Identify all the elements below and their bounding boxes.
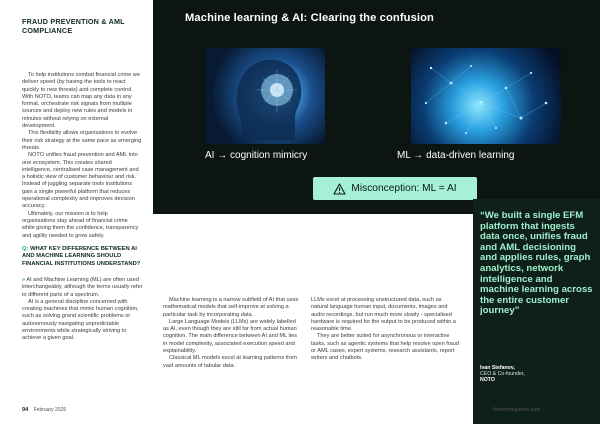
warning-icon [333,183,346,195]
site-url: fintechmagazine.com [493,407,541,413]
question-heading [22,246,142,268]
paragraph: Large Language Models (LLMs) are widely labelled as AI, even though they are still far from actual human cognition. The main difference between AI and ML lies in model complexity, associated execution speed and explainability. [163,318,297,355]
answer-first: AI and Machine Learning (ML) are often used interchangeably, although the terms usually refer to different parts of a spectrum. [22,277,143,298]
answer-column [22,277,144,343]
ai-head-image [205,48,325,144]
misconception-text: Misconception: ML = AI [351,183,457,194]
paragraph: Ultimately, our mission is to help organisations stay ahead of financial crime while giving them the confidence, transparency and agility needed to grow safely. [22,210,139,239]
ai-label: AI → cognition mimicry [205,150,308,161]
quote-author [480,365,525,384]
paragraph: To help institutions combat financial crime we deliver speed (by having the tools to react quickly to new threats) and complete control. With NOTO, teams can map any data in any format, orchestrate risk signals from multiple sources and deploy new rules and models in minutes without relying on external development. [22,72,140,130]
section-title: FRAUD PREVENTION & AML COMPLIANCE [22,17,125,35]
ml-label: ML → data-driven learning [397,150,515,161]
paragraph: Classical ML models excel at learning patterns from vast amounts of tabular data. [163,355,297,369]
footer-left [22,407,66,413]
question-text: WHAT KEY DIFFERENCE BETWEEN AI AND MACHINE LEARNING SHOULD FINANCIAL INSTITUTIONS UNDERSTAND? [22,246,141,267]
paragraph: Machine learning is a narrow subfield of AI that uses mathematical models that self-improve at solving a particular task by incorporating data. [163,297,299,318]
hero-graphic [153,0,600,214]
paragraph: NOTO unifies fraud prevention and AML into one ecosystem. This creates shared intelligence, centralised case management and a holistic view of customer behaviour and risk. Instead of juggling separate tools institutions gain a single powerful platform that reduces operational complexity and improves decision accuracy. [22,152,139,210]
misconception-banner [313,177,477,200]
issue-date: February 2026 [33,407,67,413]
pull-quote [473,199,600,424]
intro-column [22,72,142,240]
page-number-left: 94 [22,407,29,413]
author-company: NOTO [480,377,495,384]
left-page [0,0,153,424]
footer-right [493,407,553,413]
answer-lead: » [22,277,26,283]
paragraph: LLMs excel at processing unstructured data, such as natural language human input, documents, images and audio recordings, but run much more slowly - specialised hardware is required for the output to be produced within a reasonable time. [311,297,456,333]
author-role: CEO & Co-founder, [480,371,525,378]
hero-title: Machine learning & AI: Clearing the confusion [185,12,434,24]
quote-text: “We built a single EFM platform that ingests data once, unifies fraud and AML decisioning and applies rules, graph analytics, network intelligence and machine learning across the entire customer journey” [480,210,593,317]
network-illustration [411,48,561,144]
paragraph: They are better suited for asynchronous or interactive tasks, such as agentic systems that help resolve open fraud or AML cases, expert systems, research assistants, report writers and chatbots. [311,333,460,362]
ai-head-illustration [205,48,325,144]
page-number-right: 95 [546,407,553,413]
paragraph: This flexibility allows organisations to evolve their risk strategy at the same pace as emerging threats. [22,130,142,151]
data-network-image [411,48,561,144]
right-column [311,297,459,363]
author-name: Ivan Stefanov, [480,365,515,371]
answer-second: AI is a general discipline concerned with creating machines that mimic human cognition, such as solving grand scientific problems or autonomously navigating unpredictable environments while strategically striving to achieve a given goal. [22,298,139,342]
question-marker: Q: [22,246,29,252]
middle-column [163,297,299,370]
